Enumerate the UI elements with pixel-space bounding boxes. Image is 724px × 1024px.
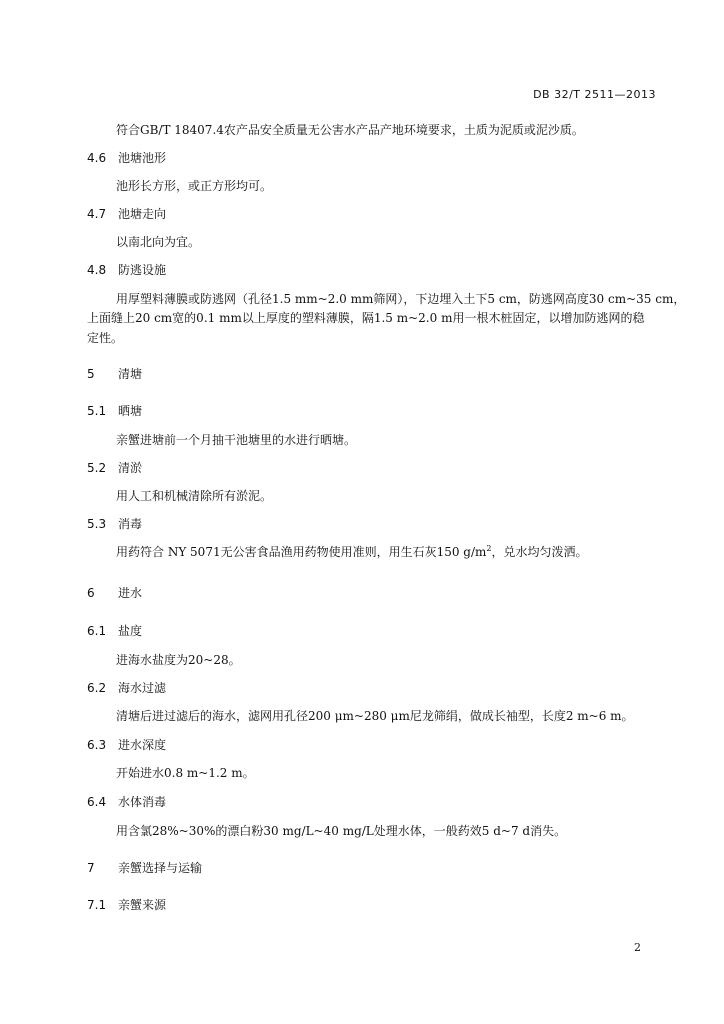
section-number: 6.2 <box>87 681 107 695</box>
section-number: 6.3 <box>87 738 107 752</box>
section-heading <box>87 205 166 222</box>
superscript: 2 <box>486 544 492 553</box>
section-heading <box>87 622 142 639</box>
section-heading <box>87 459 142 476</box>
body-paragraph <box>116 121 584 138</box>
paragraph-text: 以南北向为宜。 <box>116 235 201 249</box>
section-heading <box>87 584 142 601</box>
section-title: 水体消毒 <box>118 795 167 809</box>
standard-code: DB 32/T 2511—2013 <box>533 88 656 101</box>
body-paragraph <box>116 764 255 781</box>
section-number: 5.2 <box>87 461 107 475</box>
paragraph-text: 定性。 <box>87 331 124 345</box>
section-heading <box>87 149 166 166</box>
body-paragraph <box>87 329 123 346</box>
section-number: 7.1 <box>87 898 107 912</box>
page-number: 2 <box>634 941 641 954</box>
section-title: 亲蟹来源 <box>118 898 167 912</box>
body-paragraph <box>116 707 634 724</box>
section-title: 清淤 <box>118 461 143 475</box>
paragraph-text: 上面缝上20 cm宽的0.1 mm以上厚度的塑料薄膜，隔1.5 m~2.0 m用一根木桩固定，以增加防逃网的稳 <box>87 311 645 325</box>
section-heading <box>87 515 142 532</box>
body-paragraph <box>116 543 588 560</box>
section-heading <box>87 402 142 419</box>
section-title: 亲蟹选择与运输 <box>118 861 203 875</box>
paragraph-text: 亲蟹进塘前一个月抽干池塘里的水进行晒塘。 <box>116 433 357 447</box>
body-paragraph <box>116 651 241 668</box>
paragraph-text: 用人工和机械清除所有淤泥。 <box>116 489 273 503</box>
section-number: 6.4 <box>87 795 107 809</box>
paragraph-text: 用厚塑料薄膜或防逃网（孔径1.5 mm~2.0 mm筛网），下边埋入土下5 cm，防逃网高度30 cm~35 cm， <box>116 292 686 306</box>
body-paragraph <box>116 233 200 250</box>
section-number: 4.6 <box>87 151 107 165</box>
section-title: 清塘 <box>118 367 143 381</box>
paragraph-text: 开始进水0.8 m~1.2 m。 <box>116 766 255 780</box>
paragraph-text: 进海水盐度为20~28。 <box>116 653 241 667</box>
section-title: 进水 <box>118 586 143 600</box>
section-number: 6.1 <box>87 624 107 638</box>
section-title: 海水过滤 <box>118 681 167 695</box>
section-number: 4.8 <box>87 263 107 277</box>
section-number: 4.7 <box>87 207 107 221</box>
section-title: 消毒 <box>118 517 143 531</box>
paragraph-text: 符合GB/T 18407.4农产品安全质量无公害水产品产地环境要求，土质为泥质或泥沙质。 <box>116 123 584 137</box>
section-number: 7 <box>87 861 95 875</box>
section-number: 6 <box>87 586 95 600</box>
paragraph-text: 用药符合 NY 5071无公害食品渔用药物使用准则，用生石灰150 g/m <box>116 545 487 559</box>
section-heading <box>87 793 166 810</box>
body-paragraph <box>116 177 272 194</box>
section-heading <box>87 859 202 876</box>
section-heading <box>87 896 166 913</box>
section-number: 5.1 <box>87 404 107 418</box>
section-number: 5.3 <box>87 517 107 531</box>
section-heading <box>87 365 142 382</box>
paragraph-text: 用含氯28%~30%的漂白粉30 mg/L~40 mg/L处理水体，一般药效5 d~7 d消失。 <box>116 824 567 838</box>
section-heading <box>87 261 166 278</box>
body-paragraph <box>116 290 685 307</box>
section-title: 池塘池形 <box>118 151 167 165</box>
section-heading <box>87 679 166 696</box>
paragraph-text: 池形长方形，或正方形均可。 <box>116 179 273 193</box>
section-title: 进水深度 <box>118 738 167 752</box>
body-paragraph <box>116 487 272 504</box>
section-title: 池塘走向 <box>118 207 167 221</box>
section-heading <box>87 736 166 753</box>
body-paragraph <box>87 309 644 326</box>
paragraph-text: 清塘后进过滤后的海水，滤网用孔径200 μm~280 μm尼龙筛绢，做成长袖型，长度2 m~6 m。 <box>116 709 634 723</box>
section-title: 防逃设施 <box>118 263 167 277</box>
section-number: 5 <box>87 367 95 381</box>
section-title: 晒塘 <box>118 404 143 418</box>
paragraph-text-tail: ，兑水均匀泼洒。 <box>491 545 588 559</box>
section-title: 盐度 <box>118 624 143 638</box>
body-paragraph <box>116 822 566 839</box>
body-paragraph <box>116 431 356 448</box>
